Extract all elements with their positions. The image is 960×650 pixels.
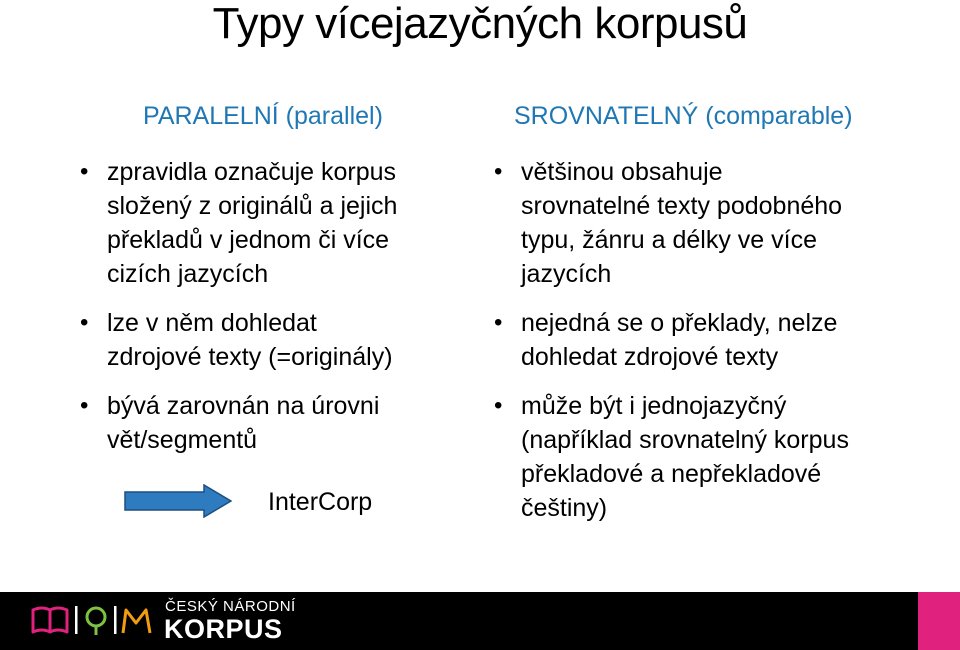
right-arrow-icon bbox=[124, 484, 232, 518]
bullet-icon: • bbox=[494, 158, 503, 185]
list-item: • zpravidla označuje korpus složený z originálů a jejich překladů v jednom či více cizích jazycích bbox=[107, 155, 487, 291]
bullet-icon: • bbox=[494, 392, 503, 419]
brand-name: KORPUS bbox=[164, 614, 283, 644]
left-bullet-list bbox=[80, 155, 487, 472]
person-icon bbox=[123, 610, 150, 633]
bullet-icon: • bbox=[80, 158, 89, 185]
bullet-icon: • bbox=[494, 309, 503, 336]
list-item: • nejedná se o překlady, nelze dohledat zdrojové texty bbox=[521, 306, 941, 374]
brand-subtitle: ČESKÝ NÁRODNÍ bbox=[165, 598, 296, 615]
footer-accent-block bbox=[918, 592, 960, 650]
right-bullet-list bbox=[494, 155, 941, 540]
footer-bar bbox=[0, 592, 960, 650]
left-column-heading: PARALELNÍ (parallel) bbox=[143, 102, 383, 130]
list-item: • může být i jednojazyčný (například srovnatelný korpus překladové a nepřekladové češtiny) bbox=[521, 389, 941, 525]
list-item: • bývá zarovnán na úrovni vět/segmentů bbox=[107, 389, 487, 457]
cnk-logo-icons bbox=[30, 604, 154, 636]
right-column-heading: SROVNATELNÝ (comparable) bbox=[514, 102, 853, 130]
intercorp-label: InterCorp bbox=[268, 488, 373, 516]
list-item: • lze v něm dohledat zdrojové texty (=originály) bbox=[107, 306, 487, 374]
pin-icon bbox=[87, 608, 105, 635]
slide-title: Typy vícejazyčných korpusů bbox=[212, 0, 748, 48]
bullet-icon: • bbox=[80, 309, 89, 336]
list-item: • většinou obsahuje srovnatelné texty podobného typu, žánru a délky ve více jazycích bbox=[521, 155, 941, 291]
bullet-icon: • bbox=[80, 392, 89, 419]
book-icon bbox=[33, 608, 67, 632]
